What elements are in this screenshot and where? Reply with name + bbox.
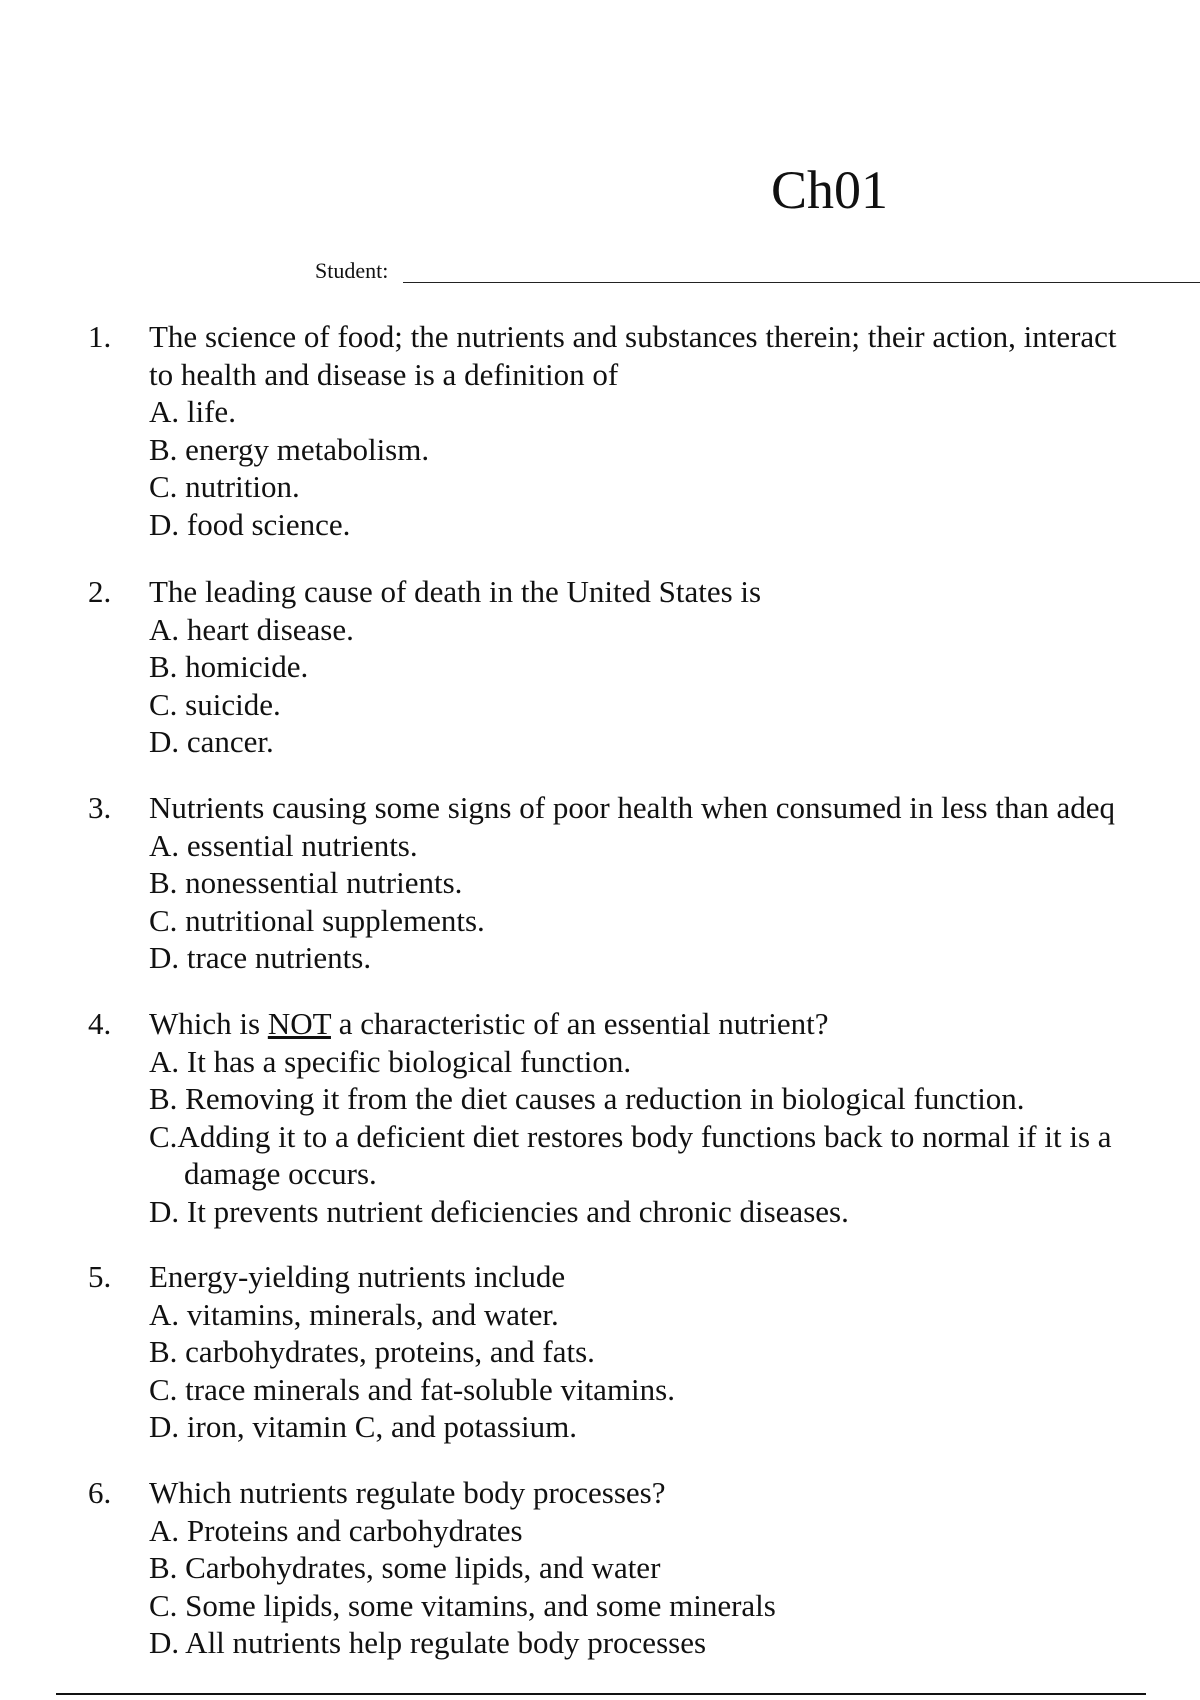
question-number: 5.	[88, 1259, 112, 1294]
student-label: Student:	[315, 258, 389, 283]
question-text: to health and disease is a definition of	[149, 356, 619, 392]
answer-option-d: D. trace nutrients.	[149, 940, 372, 975]
question-body	[149, 1474, 1200, 1662]
question-text-emphasis: NOT	[267, 1006, 331, 1041]
answer-option-a: A. life.	[149, 394, 236, 429]
question-text: Which nutrients regulate body processes?	[149, 1475, 666, 1510]
question-text: Nutrients causing some signs of poor health when consumed in less than adeq	[149, 790, 1115, 825]
question-number: 1.	[88, 319, 112, 354]
answer-option-d: D. food science.	[149, 506, 351, 542]
answer-option-c: C. nutritional supplements.	[149, 902, 485, 938]
question-text: The leading cause of death in the United States is	[149, 574, 762, 609]
answer-option-b: B. Removing it from the diet causes a reduction in biological function.	[149, 1081, 1025, 1116]
answer-option-d: D. It prevents nutrient deficiencies and chronic diseases.	[149, 1193, 849, 1229]
answer-option-a: A. heart disease.	[149, 611, 354, 647]
answer-option-c: C.Adding it to a deficient diet restores body functions back to normal if it is a	[149, 1118, 1112, 1154]
answer-option-b: B. nonessential nutrients.	[149, 865, 463, 900]
answer-option-c: C. Some lipids, some vitamins, and some minerals	[149, 1587, 776, 1623]
page-bottom-divider	[56, 1693, 1146, 1695]
question-number: 3.	[88, 790, 112, 825]
question-1	[0, 318, 1200, 543]
answer-option-b: B. Carbohydrates, some lipids, and water	[149, 1550, 661, 1585]
question-number: 4.	[88, 1006, 112, 1041]
question-text: The science of food; the nutrients and substances therein; their action, interact	[149, 319, 1117, 354]
answer-option-b: B. carbohydrates, proteins, and fats.	[149, 1334, 595, 1369]
question-body	[149, 789, 1200, 977]
question-number: 2.	[88, 574, 112, 609]
answer-option-b: B. energy metabolism.	[149, 431, 430, 467]
question-body	[149, 1005, 1200, 1230]
question-4	[0, 1005, 1200, 1230]
question-body	[149, 1258, 1200, 1446]
page-title: Ch01	[771, 160, 889, 220]
question-5	[0, 1258, 1200, 1446]
answer-option-a: A. essential nutrients.	[149, 827, 418, 863]
answer-option-c: C. suicide.	[149, 686, 281, 722]
answer-option-c-continued: damage occurs.	[184, 1156, 377, 1191]
answer-option-c: C. trace minerals and fat-soluble vitamins.	[149, 1371, 675, 1407]
answer-option-d: D. cancer.	[149, 724, 274, 759]
answer-option-d: D. All nutrients help regulate body processes	[149, 1625, 707, 1660]
question-6	[0, 1474, 1200, 1662]
question-text	[149, 1005, 1200, 1043]
question-body	[149, 318, 1200, 543]
question-2	[0, 573, 1200, 761]
question-text-end: a characteristic of an essential nutrient?	[330, 1006, 829, 1041]
question-text: Energy-yielding nutrients include	[149, 1259, 566, 1294]
student-name-line	[403, 282, 1200, 283]
question-text-start: Which is	[149, 1006, 268, 1041]
answer-option-a: A. Proteins and carbohydrates	[149, 1512, 523, 1548]
answer-option-c: C. nutrition.	[149, 469, 300, 504]
answer-option-b: B. homicide.	[149, 649, 309, 684]
question-body	[149, 573, 1200, 761]
question-3	[0, 789, 1200, 977]
answer-option-a: A. vitamins, minerals, and water.	[149, 1296, 559, 1332]
answer-option-d: D. iron, vitamin C, and potassium.	[149, 1409, 577, 1444]
question-number: 6.	[88, 1475, 112, 1510]
answer-option-a: A. It has a specific biological function.	[149, 1043, 632, 1079]
